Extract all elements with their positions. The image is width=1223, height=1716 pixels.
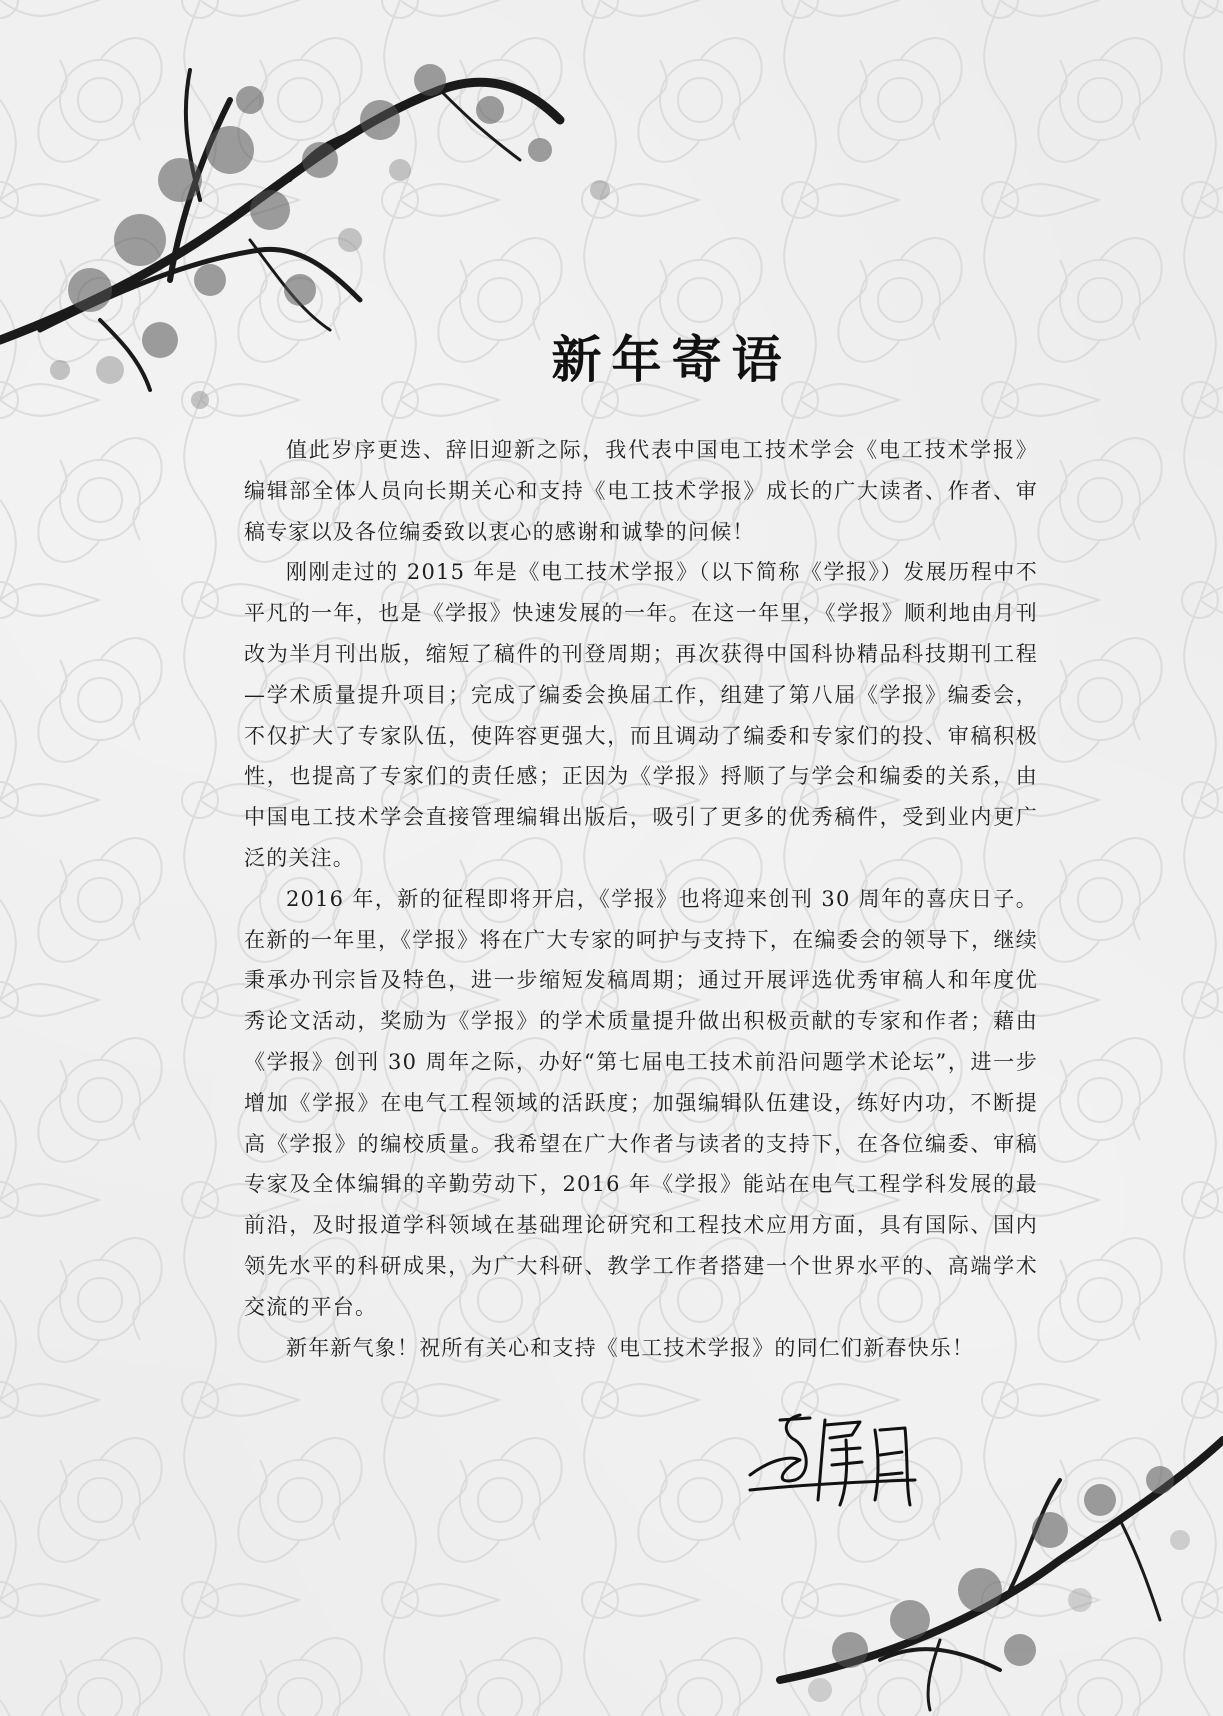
paragraph-4: 新年新气象！祝所有关心和支持《电工技术学报》的同仁们新春快乐！ xyxy=(286,1335,975,1360)
paragraph-1: 值此岁序更迭、辞旧迎新之际，我代表中国电工技术学会《电工技术学报》编辑部全体人员向长期关心和支持《电工技术学报》成长的广大读者、作者、审稿专家以及各位编委致以衷心的感谢和诚挚的问候！ xyxy=(244,438,1038,544)
paragraph-3: 2016 年，新的征程即将开启，《学报》也将迎来创刊 30 周年的喜庆日子。在新的一年里，《学报》将在广大专家的呵护与支持下，在编委会的领导下，继续秉承办刊宗旨及特色，进一步缩短发稿周期；通过开展评选优秀审稿人和年度优秀论文活动，奖励为《学报》的学术质量提升做出积极贡献的专家和作者；藉由《学报》创刊 30 周年之际，办好“第七届电工技术前沿问题学术论坛”，进一步增加《学报》在电气工程领域的活跃度；加强编辑队伍建设，练好内功，不断提高《学报》的编校质量。我希望在广大作者与读者的支持下，在各位编委、审稿专家及全体编辑的辛勤劳动下，2016 年《学报》能站在电气工程学科发展的最前沿，及时报道学科领域在基础理论研究和工程技术应用方面，具有国际、国内领先水平的科研成果，为广大科研、教学工作者搭建一个世界水平的、高端学术交流的平台。 xyxy=(244,886,1038,1319)
letter-body xyxy=(244,430,1038,1368)
handwritten-signature xyxy=(740,1400,920,1510)
page-title: 新年寄语 xyxy=(551,330,792,389)
paragraph-2: 刚刚走过的 2015 年是《电工技术学报》（以下简称《学报》）发展历程中不平凡的一年，也是《学报》快速发展的一年。在这一年里，《学报》顺利地由月刊改为半月刊出版，缩短了稿件的刊登周期；再次获得中国科协精品科技期刊工程—学术质量提升项目；完成了编委会换届工作，组建了第八届《学报》编委会，不仅扩大了专家队伍，使阵容更强大，而且调动了编委和专家们的投、审稿积极性，也提高了专家们的责任感；正因为《学报》捋顺了与学会和编委的关系，由中国电工技术学会直接管理编辑出版后，吸引了更多的优秀稿件，受到业内更广泛的关注。 xyxy=(244,560,1038,870)
